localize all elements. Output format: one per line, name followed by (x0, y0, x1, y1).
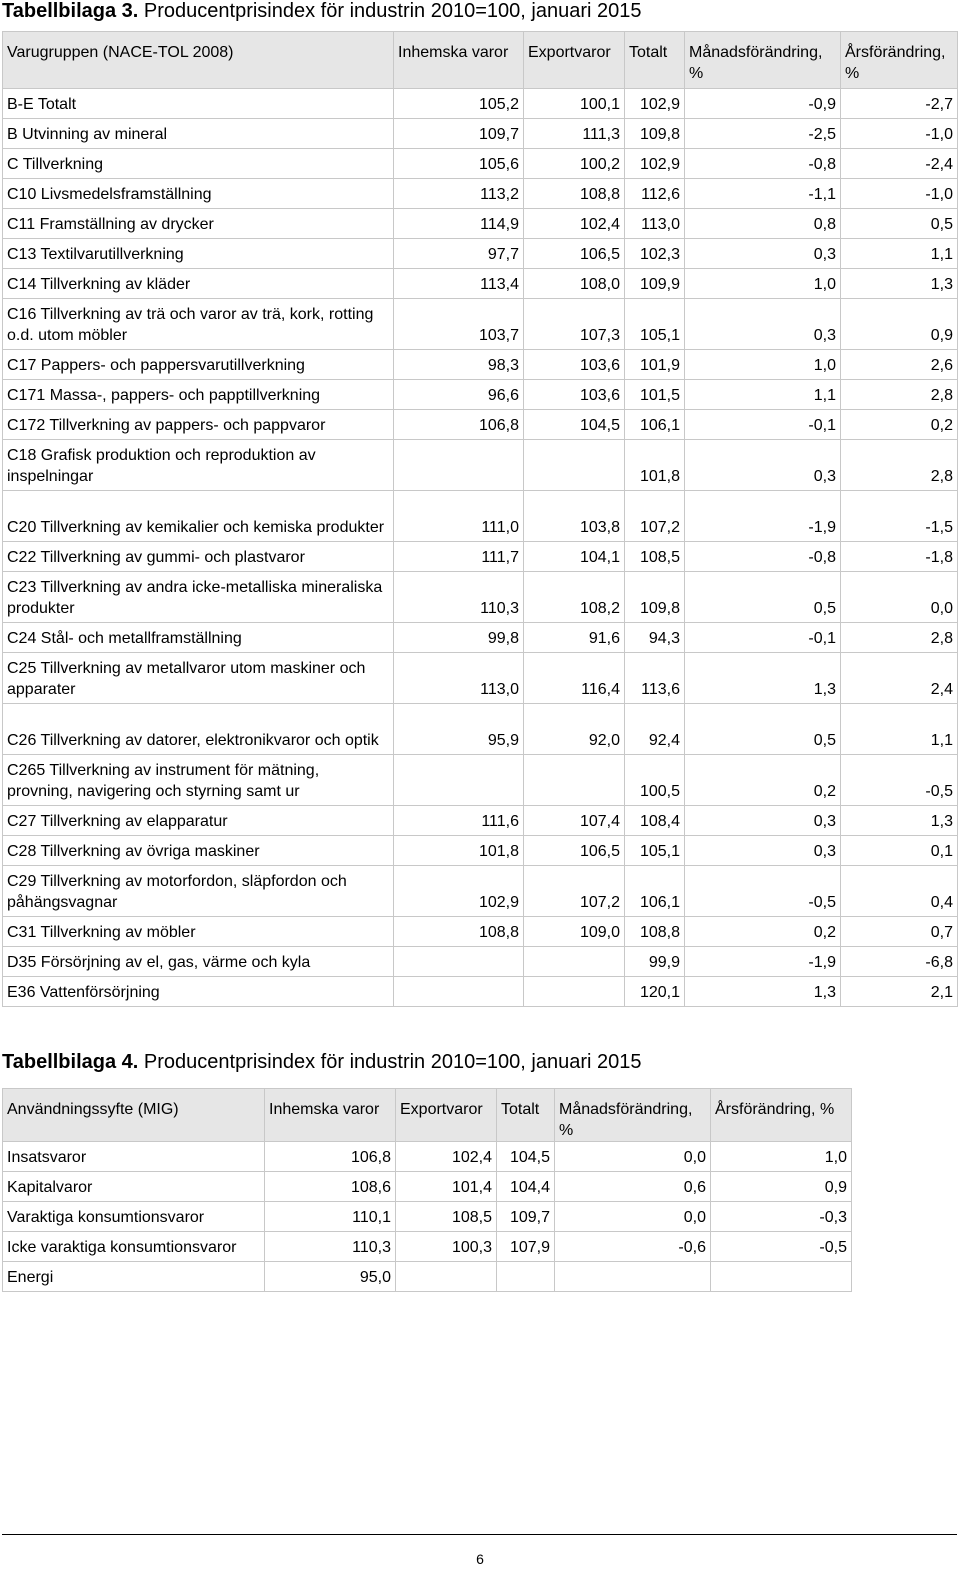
table3-value-cell: 108,5 (625, 542, 685, 572)
table-row (3, 1172, 852, 1202)
table3-row-label: B-E Totalt (3, 89, 394, 119)
table3-value-cell: -2,7 (841, 89, 958, 119)
table3-value-cell: 102,3 (625, 239, 685, 269)
table3-value-cell: 109,9 (625, 269, 685, 299)
table-row (3, 572, 958, 623)
table3-value-cell: 0,2 (685, 917, 841, 947)
table4-row-label: Energi (3, 1262, 265, 1292)
table3-value-cell: 0,9 (841, 299, 958, 350)
table3-value-cell: 105,1 (625, 299, 685, 350)
table4-value-cell: 107,9 (497, 1232, 555, 1262)
table3-value-cell: -0,8 (685, 542, 841, 572)
table-row (3, 866, 958, 917)
table3-value-cell: 2,4 (841, 653, 958, 704)
table3-value-cell: 101,9 (625, 350, 685, 380)
table4-header-cell: Inhemska varor (265, 1089, 396, 1142)
table3-value-cell: 0,2 (841, 410, 958, 440)
table3-value-cell: 1,3 (841, 806, 958, 836)
table4-row-label: Kapitalvaror (3, 1172, 265, 1202)
table3 (2, 31, 958, 1007)
table-row (3, 755, 958, 806)
table3-value-cell: 1,1 (841, 704, 958, 755)
table3-value-cell: 105,6 (394, 149, 524, 179)
table3-value-cell (394, 947, 524, 977)
table4-value-cell: 108,5 (396, 1202, 497, 1232)
table4-value-cell (497, 1262, 555, 1292)
table3-value-cell: 105,1 (625, 836, 685, 866)
table3-value-cell: 0,3 (685, 239, 841, 269)
table3-value-cell: -2,4 (841, 149, 958, 179)
table3-row-label: E36 Vattenförsörjning (3, 977, 394, 1007)
table3-value-cell: 0,5 (841, 209, 958, 239)
table3-value-cell: 1,3 (685, 977, 841, 1007)
table3-value-cell: 101,8 (394, 836, 524, 866)
table3-value-cell: 113,4 (394, 269, 524, 299)
table-row (3, 1232, 852, 1262)
table3-value-cell: 108,8 (394, 917, 524, 947)
table3-value-cell: 0,7 (841, 917, 958, 947)
table3-value-cell: -0,8 (685, 149, 841, 179)
table3-row-label: C18 Grafisk produktion och reproduktion av inspelningar (3, 440, 394, 491)
table3-row-label: C22 Tillverkning av gummi- och plastvaror (3, 542, 394, 572)
table-row (3, 917, 958, 947)
table4-value-cell: 106,8 (265, 1142, 396, 1172)
table3-row-label: C17 Pappers- och pappersvarutillverkning (3, 350, 394, 380)
table3-value-cell: 98,3 (394, 350, 524, 380)
table3-value-cell: 96,6 (394, 380, 524, 410)
page-number: 6 (476, 1551, 484, 1567)
table3-row-label: C172 Tillverkning av pappers- och pappvaror (3, 410, 394, 440)
table3-row-label: C171 Massa-, pappers- och papptillverkning (3, 380, 394, 410)
table3-value-cell: 0,3 (685, 806, 841, 836)
table-row (3, 947, 958, 977)
table3-header-cell: Månadsförändring, % (685, 32, 841, 89)
table3-row-label: C28 Tillverkning av övriga maskiner (3, 836, 394, 866)
table4-value-cell: 102,4 (396, 1142, 497, 1172)
table3-value-cell: 120,1 (625, 977, 685, 1007)
table3-row-label: C25 Tillverkning av metallvaror utom maskiner och apparater (3, 653, 394, 704)
table3-value-cell: 94,3 (625, 623, 685, 653)
table3-value-cell: 110,3 (394, 572, 524, 623)
table4-value-cell (711, 1262, 852, 1292)
table3-value-cell: 108,2 (524, 572, 625, 623)
table3-value-cell: 100,2 (524, 149, 625, 179)
table-row (3, 1262, 852, 1292)
table3-value-cell: 102,9 (625, 149, 685, 179)
table3-row-label: C24 Stål- och metallframställning (3, 623, 394, 653)
table3-value-cell: 0,3 (685, 836, 841, 866)
table4-header-cell: Exportvaror (396, 1089, 497, 1142)
table4-header-cell: Månadsförändring, % (555, 1089, 711, 1142)
table4-value-cell: 101,4 (396, 1172, 497, 1202)
table4-value-cell: 100,3 (396, 1232, 497, 1262)
table3-row-label: C Tillverkning (3, 149, 394, 179)
table3-value-cell: 95,9 (394, 704, 524, 755)
table4-header-cell: Användningssyfte (MIG) (3, 1089, 265, 1142)
table3-value-cell: 113,0 (394, 653, 524, 704)
table4-value-cell: -0,6 (555, 1232, 711, 1262)
table3-header-cell: Exportvaror (524, 32, 625, 89)
table3-title-label: Tabellbilaga 3. (2, 0, 139, 22)
table3-value-cell: 106,5 (524, 836, 625, 866)
table3-value-cell: 113,2 (394, 179, 524, 209)
table3-value-cell: 109,8 (625, 119, 685, 149)
footer-divider (2, 1534, 957, 1535)
table-row (3, 149, 958, 179)
table3-value-cell: 107,4 (524, 806, 625, 836)
table-row (3, 542, 958, 572)
table3-header-cell: Inhemska varor (394, 32, 524, 89)
table3-title (2, 0, 641, 23)
table3-value-cell: 101,5 (625, 380, 685, 410)
table3-value-cell: 111,3 (524, 119, 625, 149)
table3-value-cell: 109,7 (394, 119, 524, 149)
table3-value-cell: -2,5 (685, 119, 841, 149)
table3-value-cell: 103,8 (524, 491, 625, 542)
table3-row-label: C31 Tillverkning av möbler (3, 917, 394, 947)
table3-row-label: C11 Framställning av drycker (3, 209, 394, 239)
table-row (3, 209, 958, 239)
table3-value-cell: -0,5 (685, 866, 841, 917)
table3-value-cell: 108,8 (625, 917, 685, 947)
table4-header-cell: Totalt (497, 1089, 555, 1142)
table3-value-cell: 109,8 (625, 572, 685, 623)
table3-value-cell: -6,8 (841, 947, 958, 977)
table-row (3, 179, 958, 209)
table3-value-cell: 104,1 (524, 542, 625, 572)
table-row (3, 239, 958, 269)
table3-value-cell: 106,1 (625, 410, 685, 440)
table4-value-cell: 0,6 (555, 1172, 711, 1202)
table3-value-cell: -1,9 (685, 491, 841, 542)
table3-value-cell: 92,0 (524, 704, 625, 755)
table3-value-cell: 109,0 (524, 917, 625, 947)
table3-row-label: C23 Tillverkning av andra icke-metalliska mineraliska produkter (3, 572, 394, 623)
table3-row-label: C29 Tillverkning av motorfordon, släpfordon och påhängsvagnar (3, 866, 394, 917)
table-row (3, 623, 958, 653)
table-row (3, 119, 958, 149)
table4-value-cell: 0,0 (555, 1142, 711, 1172)
table-row (3, 1202, 852, 1232)
table4-value-cell: -0,5 (711, 1232, 852, 1262)
table3-row-label: C16 Tillverkning av trä och varor av trä, kork, rotting o.d. utom möbler (3, 299, 394, 350)
table3-value-cell (524, 977, 625, 1007)
table3-header-cell: Totalt (625, 32, 685, 89)
table3-value-cell: 113,6 (625, 653, 685, 704)
table3-value-cell: 1,1 (841, 239, 958, 269)
table4-title-text: Producentprisindex för industrin 2010=100, januari 2015 (143, 1051, 642, 1073)
table4-value-cell: 110,1 (265, 1202, 396, 1232)
table3-row-label: C265 Tillverkning av instrument för mätning, provning, navigering och styrning samt ur (3, 755, 394, 806)
table3-value-cell: 0,5 (685, 704, 841, 755)
table3-value-cell: 107,2 (625, 491, 685, 542)
table3-value-cell: 111,0 (394, 491, 524, 542)
table4-title-label: Tabellbilaga 4. (2, 1051, 139, 1073)
table3-value-cell: 102,4 (524, 209, 625, 239)
table3-value-cell: 2,8 (841, 380, 958, 410)
table3-value-cell: 2,8 (841, 440, 958, 491)
table-row (3, 491, 958, 542)
table3-value-cell: 105,2 (394, 89, 524, 119)
table3-value-cell: -1,1 (685, 179, 841, 209)
table3-value-cell: 103,6 (524, 350, 625, 380)
table3-value-cell: -0,5 (841, 755, 958, 806)
table3-value-cell: 113,0 (625, 209, 685, 239)
table-row (3, 653, 958, 704)
table3-value-cell: 108,4 (625, 806, 685, 836)
table3-row-label: C10 Livsmedelsframställning (3, 179, 394, 209)
table4-header-cell: Årsförändring, % (711, 1089, 852, 1142)
table3-value-cell: 102,9 (394, 866, 524, 917)
table3-value-cell: 0,0 (841, 572, 958, 623)
table3-header-cell: Årsförändring, % (841, 32, 958, 89)
table3-value-cell: -1,9 (685, 947, 841, 977)
table3-value-cell: 112,6 (625, 179, 685, 209)
table3-header-row (3, 32, 958, 89)
table3-value-cell: 0,3 (685, 440, 841, 491)
table3-row-label: D35 Försörjning av el, gas, värme och kyla (3, 947, 394, 977)
table3-value-cell: 0,2 (685, 755, 841, 806)
table4-value-cell: 0,9 (711, 1172, 852, 1202)
table-row (3, 704, 958, 755)
table3-value-cell: 107,3 (524, 299, 625, 350)
table4-value-cell (396, 1262, 497, 1292)
table3-value-cell (394, 440, 524, 491)
table3-value-cell: 1,1 (685, 380, 841, 410)
table3-value-cell: 0,1 (841, 836, 958, 866)
table3-value-cell: 92,4 (625, 704, 685, 755)
table-row (3, 299, 958, 350)
table3-value-cell: -1,5 (841, 491, 958, 542)
table3-value-cell: 0,8 (685, 209, 841, 239)
table4-value-cell: 0,0 (555, 1202, 711, 1232)
table3-value-cell: 107,2 (524, 866, 625, 917)
table-row (3, 89, 958, 119)
table4-header-row (3, 1089, 852, 1142)
table3-value-cell: 99,9 (625, 947, 685, 977)
table-row (3, 1142, 852, 1172)
table3-header-cell: Varugruppen (NACE-TOL 2008) (3, 32, 394, 89)
table3-value-cell: -0,9 (685, 89, 841, 119)
table4-value-cell: 108,6 (265, 1172, 396, 1202)
table3-value-cell: 2,1 (841, 977, 958, 1007)
table3-value-cell: 116,4 (524, 653, 625, 704)
table-row (3, 410, 958, 440)
table3-row-label: C14 Tillverkning av kläder (3, 269, 394, 299)
table4 (2, 1088, 852, 1292)
table4-value-cell: 109,7 (497, 1202, 555, 1232)
table3-value-cell: 0,5 (685, 572, 841, 623)
table3-value-cell: 1,0 (685, 350, 841, 380)
table3-value-cell: 2,8 (841, 623, 958, 653)
table3-row-label: C13 Textilvarutillverkning (3, 239, 394, 269)
table4-title (2, 1051, 641, 1074)
table3-value-cell (394, 977, 524, 1007)
table3-value-cell: -1,0 (841, 119, 958, 149)
table3-value-cell: 108,0 (524, 269, 625, 299)
table-row (3, 806, 958, 836)
table3-value-cell (524, 755, 625, 806)
table3-value-cell: 0,3 (685, 299, 841, 350)
table3-value-cell (394, 755, 524, 806)
table4-value-cell: 110,3 (265, 1232, 396, 1262)
table3-value-cell: 106,8 (394, 410, 524, 440)
table3-row-label: B Utvinning av mineral (3, 119, 394, 149)
table3-value-cell: 114,9 (394, 209, 524, 239)
table3-value-cell: 1,3 (841, 269, 958, 299)
table3-value-cell: -1,0 (841, 179, 958, 209)
table4-value-cell: 104,5 (497, 1142, 555, 1172)
table4-value-cell: 1,0 (711, 1142, 852, 1172)
table4-value-cell: -0,3 (711, 1202, 852, 1232)
table3-value-cell: 100,5 (625, 755, 685, 806)
table3-title-text: Producentprisindex för industrin 2010=100, januari 2015 (143, 0, 642, 22)
table3-value-cell: 99,8 (394, 623, 524, 653)
table3-value-cell: 97,7 (394, 239, 524, 269)
table-row (3, 350, 958, 380)
table3-row-label: C20 Tillverkning av kemikalier och kemiska produkter (3, 491, 394, 542)
table4-value-cell (555, 1262, 711, 1292)
table4-row-label: Varaktiga konsumtionsvaror (3, 1202, 265, 1232)
table-row (3, 380, 958, 410)
table4-row-label: Icke varaktiga konsumtionsvaror (3, 1232, 265, 1262)
table-row (3, 440, 958, 491)
table3-value-cell (524, 440, 625, 491)
table3-value-cell: 1,3 (685, 653, 841, 704)
table4-value-cell: 104,4 (497, 1172, 555, 1202)
table3-value-cell: 100,1 (524, 89, 625, 119)
table-row (3, 269, 958, 299)
table-row (3, 977, 958, 1007)
table3-value-cell: 106,5 (524, 239, 625, 269)
table3-value-cell: 111,7 (394, 542, 524, 572)
table3-value-cell: 103,6 (524, 380, 625, 410)
table3-value-cell: 111,6 (394, 806, 524, 836)
table3-value-cell: 0,4 (841, 866, 958, 917)
table3-value-cell: 104,5 (524, 410, 625, 440)
table4-row-label: Insatsvaror (3, 1142, 265, 1172)
table3-value-cell: 102,9 (625, 89, 685, 119)
table3-row-label: C27 Tillverkning av elapparatur (3, 806, 394, 836)
table3-row-label: C26 Tillverkning av datorer, elektronikvaror och optik (3, 704, 394, 755)
table3-value-cell: -0,1 (685, 623, 841, 653)
table4-value-cell: 95,0 (265, 1262, 396, 1292)
table3-value-cell: 1,0 (685, 269, 841, 299)
table3-value-cell: 108,8 (524, 179, 625, 209)
table3-value-cell: -0,1 (685, 410, 841, 440)
table3-value-cell: 91,6 (524, 623, 625, 653)
table3-value-cell: 103,7 (394, 299, 524, 350)
table3-value-cell: 2,6 (841, 350, 958, 380)
table-row (3, 836, 958, 866)
table3-value-cell: -1,8 (841, 542, 958, 572)
table3-value-cell: 101,8 (625, 440, 685, 491)
table3-value-cell (524, 947, 625, 977)
table3-value-cell: 106,1 (625, 866, 685, 917)
